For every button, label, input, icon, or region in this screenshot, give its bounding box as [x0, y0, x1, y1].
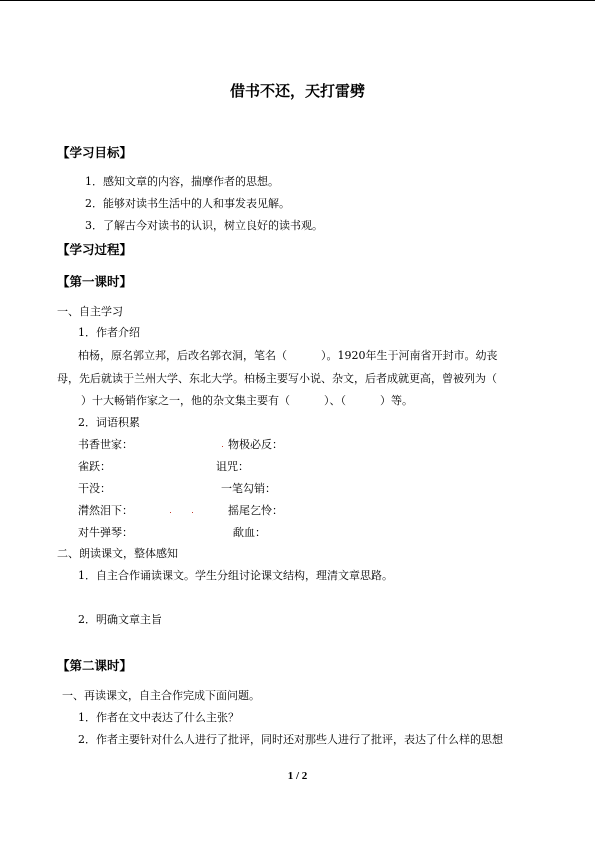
red-mark	[170, 512, 171, 513]
task-item: 1．自主合作诵读课文。学生分组讨论课文结构，理清文章思路。	[78, 569, 393, 582]
lesson1-heading: 【第一课时】	[57, 274, 133, 289]
bio-line-1	[78, 349, 498, 363]
author-intro-heading: 1．作者介绍	[78, 326, 140, 339]
vocab-heading: 2．词语积累	[78, 416, 140, 429]
goal-item: 1．感知文章的内容，揣摩作者的思想。	[85, 175, 279, 188]
vocab-term: 诅咒：	[216, 460, 249, 473]
bio-text: ）。1920年生于河南省开封市。幼丧	[321, 349, 498, 362]
question-item: 2．作者主要针对什么人进行了批评，同时还对那些人进行了批评，表达了什么样的思想	[78, 733, 503, 746]
red-mark	[192, 512, 193, 513]
bio-text: ）、（	[324, 394, 346, 407]
vocab-term: 书香世家：	[78, 438, 133, 451]
lesson2-heading: 【第二课时】	[57, 658, 133, 673]
vocab-term: 对牛弹琴：	[78, 526, 133, 539]
page-number: 1 / 2	[287, 770, 308, 782]
vocab-term: 摇尾乞怜：	[228, 504, 283, 517]
part2-heading: 二、朗读课文，整体感知	[57, 547, 178, 560]
question-item: 1．作者在文中表达了什么主张？	[78, 711, 239, 724]
bio-text: 柏杨，原名郭立邦，后改名郭衣洞，笔名（	[78, 349, 287, 362]
document-title: 借书不还，天打雷劈	[229, 82, 365, 100]
vocab-term: 潸然泪下：	[78, 504, 133, 517]
vocab-term: 物极必反：	[228, 438, 283, 451]
bio-text: ）十大畅销作家之一，他的杂文集主要有（	[81, 394, 290, 407]
vocab-term: 雀跃：	[78, 460, 111, 473]
part3-heading: 一、再读课文，自主合作完成下面问题。	[62, 689, 260, 702]
vocab-term: 一笔勾销：	[221, 482, 276, 495]
header-rule	[0, 0, 595, 1]
bio-line-3	[57, 394, 413, 408]
process-heading: 【学习过程】	[57, 242, 133, 257]
bio-text: ）等。	[380, 394, 413, 407]
red-mark	[222, 446, 223, 447]
goals-heading: 【学习目标】	[57, 145, 133, 160]
goal-item: 3．了解古今对读书的认识，树立良好的读书观。	[85, 219, 323, 232]
bio-line-2: 母，先后就读于兰州大学、东北大学。柏杨主要写小说、杂文，后者成就更高，曾被列为（	[57, 372, 497, 385]
vocab-term: 歃血：	[233, 526, 266, 539]
goal-item: 2．能够对读书生活中的人和事发表见解。	[85, 197, 290, 210]
task-item: 2．明确文章主旨	[78, 613, 162, 626]
vocab-term: 干没：	[78, 482, 111, 495]
part1-heading: 一、自主学习	[57, 305, 123, 318]
